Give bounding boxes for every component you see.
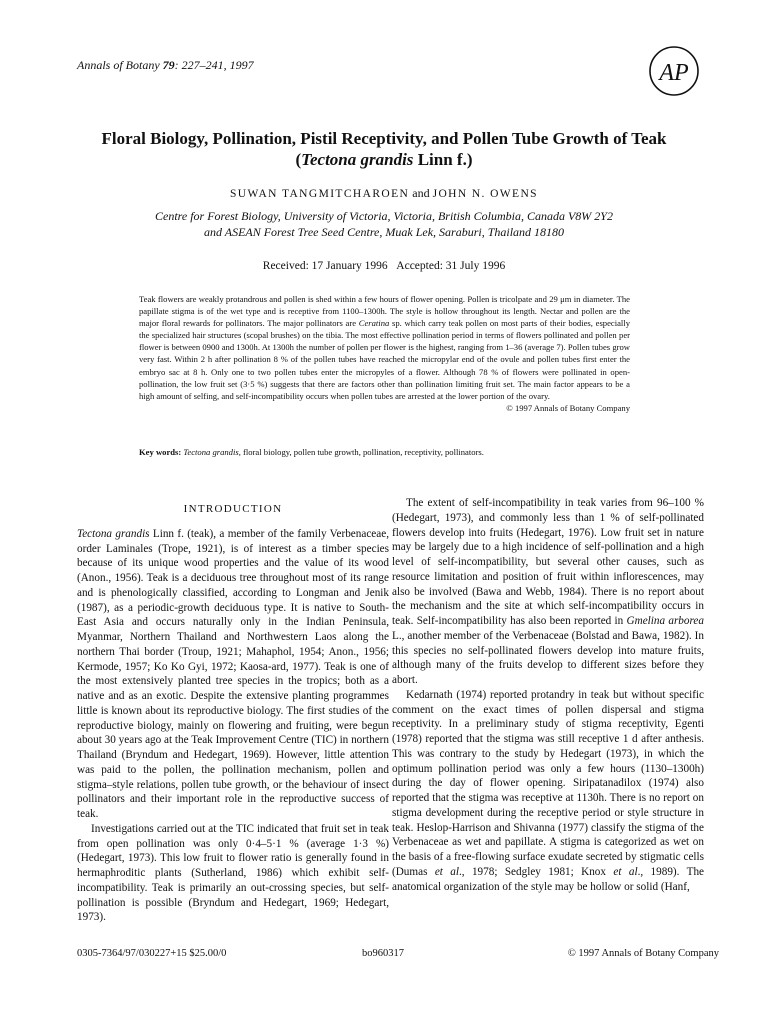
keywords-label: Key words: (139, 447, 182, 457)
abstract: Teak flowers are weakly protandrous and pollen is shed within a few hours of flower opening. Pollen is tricolpate and 29 μm in diameter. The papillate stigma is of the wet type and is receptive from 1100–1300h. The style is hollow throughout its length. Nectar and pollen are the major floral rewards for pollinators. The major pollinators are Ceratina sp. which carry teak pollen on most parts of their bodies, especially the specialized hair structures (scopal brushes) on the tibia. The most effective pollination period in terms of flowers pollinated and pollen per flower is between 0900 and 1300h. At 1300h the number of pollen per flower is the highest, ranging from 1–36 (average 7). Pollen tubes grow very fast. Within 2 h after pollination 8 % of the pollen tubes have reached the micropylar end of the ovule and pollen tubes first enter the embryo sac at 8 h. Only one to two pollen tubes enter the micropyles of a flower. Although 78 % of flowers were pollinated in open-pollination, the low fruit set (3·5 %) suggests that there are factors other than pollination limiting fruit set. The main factor appears to be a high amount of selfing, and self-incompatibility occurs when pollen tubes are arrested at the lower portion of the ovary. © 1997 Annals of Botany Company (139, 294, 630, 413)
author-1: SUWAN TANGMITCHAROEN (230, 188, 410, 200)
received-date: Received: 17 January 1996 (262, 260, 388, 272)
publisher-logo-icon (648, 45, 700, 97)
title-line-1: Floral Biology, Pollination, Pistil Receptivity, and Pollen Tube Growth of Teak (101, 129, 667, 148)
journal-name: Annals of Botany (77, 58, 160, 72)
received-accepted-dates (60, 260, 708, 272)
accepted-date: Accepted: 31 July 1996 (396, 260, 506, 272)
paper-title (60, 128, 708, 170)
footer-code: 0305-7364/97/030227+15 $25.00/0 (77, 948, 227, 959)
paragraph: Kedarnath (1974) reported protandry in teak but without specific comment on the exact times of pollen dispersal and stigma receptivity. In a preliminary study of stigma receptivity, Egenti (1978) reported that the stigma was still receptive 1 d after anthesis. This was contrary to the study by Hedegart (1973), in which the optimum pollination period was only a few hours (1130–1300h) during the day of flower opening. Siripatanadilox (1974) also reported that the stigma was receptive at 1130h. There is no report on stigma development during the receptive period or style structure in teak. Heslop-Harrison and Shivanna (1977) classify the stigma of the Verbenaceae as wet and papillate. A stigma is categorized as wet on the basis of a free-flowing surface exudate secreted by stigmatic cells (Dumas et al., 1978; Sedgley 1981; Knox et al., 1989). The anatomical organization of the style may be hollow or solid (Hanf, (392, 688, 705, 893)
author-list: SUWAN TANGMITCHAROEN and JOHN N. OWENS (230, 186, 538, 200)
paragraph: Tectona grandis Linn f. (teak), a member of the family Verbenaceae, order Laminales (Trope, 1921), is of interest as a timber species because of its unique wood properties and the value of its wood (Anon., 1956). Teak is a deciduous tree throughout most of its range and is phenologically classified, according to Longman and Jenik (1987), as a periodic-growth deciduous type. It is native to South-East Asia and occurs naturally only in the Indian Peninsula, Myanmar, Northern Thailand and Northwestern Laos along the northern Thai border (Troup, 1921; Mahaphol, 1954; Anon., 1956; Kermode, 1957; Ko Ko Gyi, 1972; Kaosa-ard, 1977). Teak is one of the most extensively planted tree species in the tropics; both as a native and as an exotic. Despite the extensive planting programmes little is known about its reproductive biology. The first studies of the reproductive biology, mainly on flowering and fruiting, were begun about 30 years ago at the Teak Improvement Centre (TIC) in northern Thailand (Bryndum and Hedegart, 1969). However, little attention was paid to the pollen, the pollination mechanism, pollen and stigma–style relations, pollen tube growth, or the behaviour of insect pollinators and their important role in the reproductive success of teak. (77, 527, 389, 820)
author-2: JOHN N. OWENS (432, 188, 538, 200)
title-line-2: (Tectona grandis Linn f.) (295, 150, 473, 169)
right-column (392, 496, 704, 894)
paragraph: Investigations carried out at the TIC indicated that fruit set in teak from open pollination was only 0·4–5·1 % (average 1·3 %) (Hedegart, 1973). This low fruit to flower ratio is generally found in hermaphroditic plants (Sutherland, 1986) which exhibit self-incompatibility. Teak is primarily an out-crossing species, but self-pollination is possible (Bryndum and Hedegart, 1969; Hedegart, 1973). (77, 822, 389, 924)
footer-copyright: © 1997 Annals of Botany Company (567, 948, 719, 959)
journal-volume: 79 (162, 58, 175, 72)
paragraph: The extent of self-incompatibility in teak varies from 96–100 % (Hedegart, 1973), and commonly less than 1 % of self-pollinated flowers develop into fruits (Hedegart, 1976). Low fruit set in nature may be largely due to a high incidence of self-pollination and a high level of self-incompatibility, but several other causes, such as resource limitation and position of fruit within inflorescences, may also be involved (Bawa and Webb, 1984). There is no report about the mechanism and the site at which self-incompatibility occurs in teak. Self-incompatibility has also been reported in Gmelina arborea L., another member of the Verbenaceae (Bolstad and Bawa, 1982). In this species no self-pollinated flowers develop into mature fruits, although many of the fruits develop to different sizes before they abort. (392, 497, 704, 686)
left-column (77, 496, 389, 925)
footer-article-id: bo960317 (362, 948, 404, 959)
svg-text:AP: AP (659, 60, 689, 86)
section-heading-introduction: INTRODUCTION (183, 503, 283, 515)
keywords: Key words: Tectona grandis, floral biology, pollen tube growth, pollination, receptivity, pollinators. (139, 447, 484, 457)
affiliation: Centre for Forest Biology, University of Victoria, Victoria, British Columbia, Canada V8W 2Y2 and ASEAN Forest Tree Seed Centre, Muak Lek, Saraburi, Thailand 18180 (155, 209, 613, 239)
abstract-copyright: © 1997 Annals of Botany Company (506, 402, 630, 413)
journal-citation (77, 58, 254, 73)
journal-pages: : 227–241, 1997 (174, 58, 254, 72)
